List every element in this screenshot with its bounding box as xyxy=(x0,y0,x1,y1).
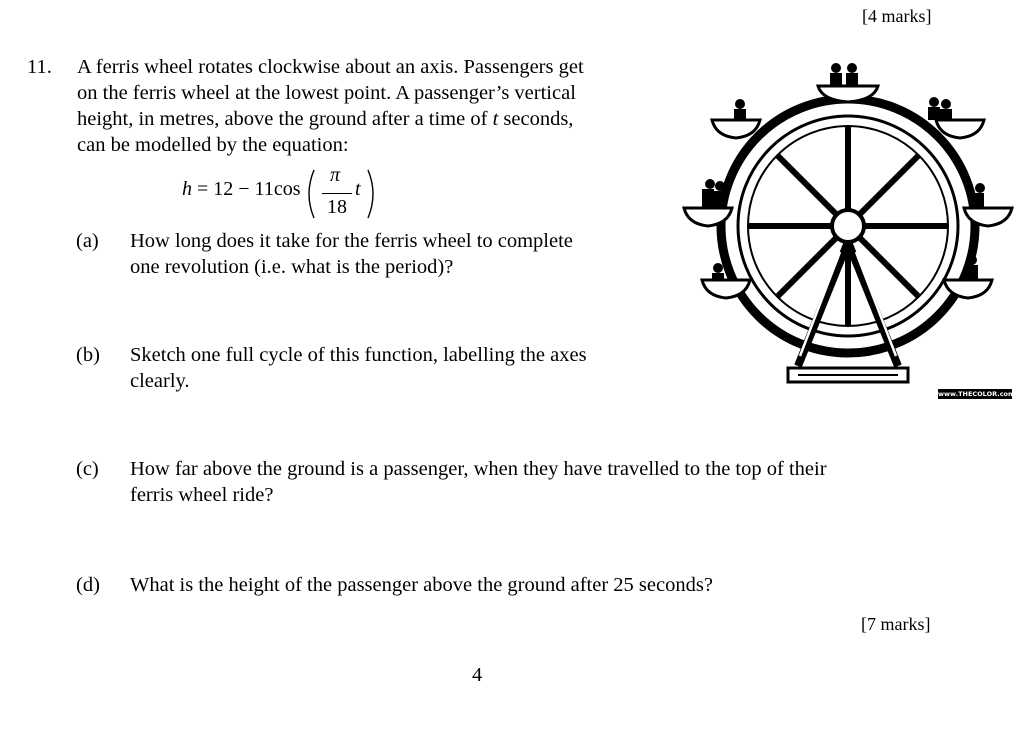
part-c-line-1: How far above the ground is a passenger, when they have travelled to the top of their xyxy=(130,458,827,480)
intro-line-4: can be modelled by the equation: xyxy=(77,134,349,156)
eq-fraction-bar xyxy=(322,193,352,194)
part-a-label: (a) xyxy=(76,230,99,252)
part-b-label: (b) xyxy=(76,344,100,366)
page-number: 4 xyxy=(472,664,483,686)
question-number: 11. xyxy=(27,56,52,78)
eq-lhs: h xyxy=(182,178,192,200)
intro-variable-t: t xyxy=(492,108,499,130)
part-a-line-2: one revolution (i.e. what is the period)? xyxy=(130,256,454,278)
intro-line-3-text: height, in metres, above the ground after a time of xyxy=(77,108,488,130)
intro-line-1: A ferris wheel rotates clockwise about an axis. Passengers get xyxy=(77,56,584,78)
part-b-line-2: clearly. xyxy=(130,370,190,392)
part-d-line-1: What is the height of the passenger above the ground after 25 seconds? xyxy=(130,574,713,596)
image-credit: www.THECOLOR.com xyxy=(938,390,1015,398)
intro-line-3-end: seconds, xyxy=(503,108,574,130)
part-c-label: (c) xyxy=(76,458,99,480)
part-a-line-1: How long does it take for the ferris wheel to complete xyxy=(130,230,573,252)
marks-top: [4 marks] xyxy=(862,6,932,26)
eq-numerator: π xyxy=(330,164,341,186)
eq-denominator: 18 xyxy=(327,196,347,218)
part-c-line-2: ferris wheel ride? xyxy=(130,484,274,506)
part-d-label: (d) xyxy=(76,574,100,596)
marks-bottom: [7 marks] xyxy=(861,614,931,634)
eq-middle: = 12 − 11cos xyxy=(197,178,301,200)
part-b-line-1: Sketch one full cycle of this function, labelling the axes xyxy=(130,344,587,366)
ferris-wheel-illustration xyxy=(680,56,1015,391)
intro-line-2: on the ferris wheel at the lowest point. A passenger’s vertical xyxy=(77,82,576,104)
intro-line-3 xyxy=(77,106,573,132)
eq-variable-t: t xyxy=(355,178,361,200)
equation xyxy=(182,166,382,226)
